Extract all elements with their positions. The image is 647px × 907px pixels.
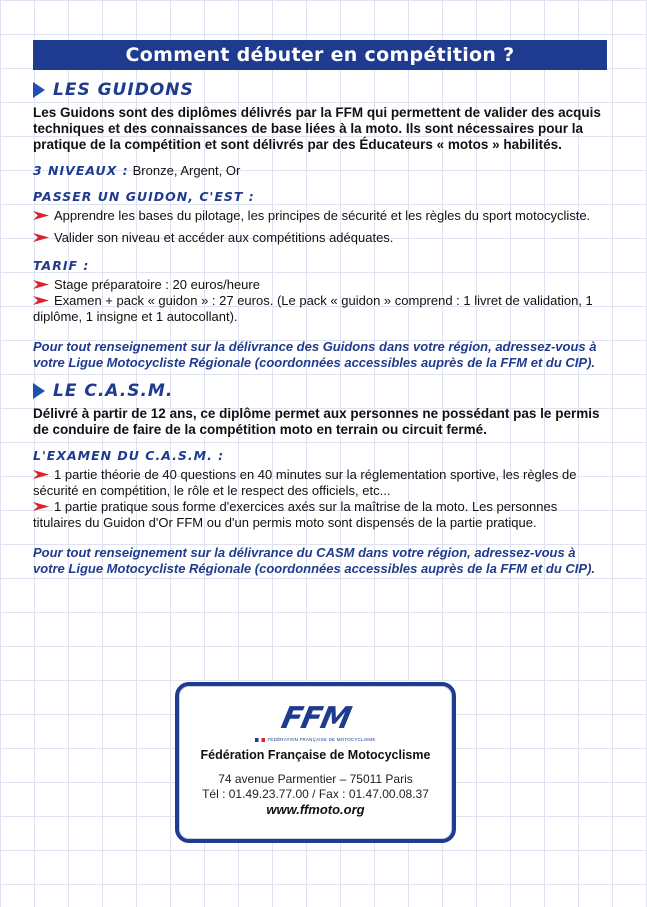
flag-icon (255, 738, 265, 742)
guidons-note: Pour tout renseignement sur la délivrance des Guidons dans votre région, adressez-vous à votre Ligue Motocycliste Régionale (coordonnées accessibles auprès de la FFM et du CIP). (33, 339, 597, 370)
website-link[interactable]: www.ffmoto.org (266, 802, 365, 817)
arrow-bullet-icon (33, 296, 49, 305)
arrow-bullet-icon (33, 502, 49, 511)
ffm-logo (179, 701, 452, 742)
passer-item-2: Valider son niveau et accéder aux compétitions adéquates. (54, 230, 394, 245)
contact-details (179, 772, 452, 817)
triangle-bullet-icon (33, 383, 45, 399)
phone-fax: Tél : 01.49.23.77.00 / Fax : 01.47.00.08.37 (202, 787, 429, 801)
niveaux-row (33, 163, 607, 179)
passer-item-1: Apprendre les bases du pilotage, les principes de sécurité et les règles du sport motocycliste. (54, 208, 591, 223)
tarif-item-2: Examen + pack « guidon » : 27 euros. (Le pack « guidon » comprend : 1 livret de validation, 1 diplôme, 1 insigne et 1 autocollant). (33, 293, 593, 324)
casm-intro: Délivré à partir de 12 ans, ce diplôme permet aux personnes ne possédant pas le permis de conduire de faire de la compétition moto en terrain ou circuit fermé. (33, 406, 600, 437)
ffm-logo-subtitle: FÉDÉRATION FRANÇAISE DE MOTOCYCLISME (179, 737, 452, 742)
guidons-intro: Les Guidons sont des diplômes délivrés par la FFM qui permettent de valider des acquis techniques et des connaissances de base liées à la moto. Ils sont nécessaires pour la pratique de la compétition et sont délivrés par des Éducateurs « motos » habilités. (33, 105, 601, 152)
arrow-bullet-icon (33, 211, 49, 220)
passer-guidon-title: PASSER UN GUIDON, C'EST : (33, 189, 255, 204)
section-guidons-title (33, 80, 607, 100)
section-guidons-title-text: LES GUIDONS (53, 80, 194, 100)
examen-item-2: 1 partie pratique sous forme d'exercices axés sur la maîtrise de la moto. Les personnes titulaires du Guidon d'Or FFM ou d'un permis moto sont dispensés de la partie pratique. (33, 499, 558, 530)
tarif-title: TARIF : (33, 258, 90, 273)
examen-title: L'EXAMEN DU C.A.S.M. : (33, 448, 225, 463)
list-item (33, 208, 607, 224)
casm-note: Pour tout renseignement sur la délivrance du CASM dans votre région, adressez-vous à votre Ligue Motocycliste Régionale (coordonnées accessibles auprès de la FFM et du CIP). (33, 545, 596, 576)
tarif-item-1: Stage préparatoire : 20 euros/heure (54, 277, 260, 292)
list-item (33, 467, 607, 499)
main-content (33, 80, 607, 587)
niveaux-label: 3 NIVEAUX : (33, 163, 129, 178)
list-item (33, 293, 607, 325)
list-item (33, 499, 607, 531)
triangle-bullet-icon (33, 82, 45, 98)
arrow-bullet-icon (33, 470, 49, 479)
examen-item-1: 1 partie théorie de 40 questions en 40 minutes sur la réglementation sportive, les règles de sécurité en compétition, le rôle et le respect des officiels, etc... (33, 467, 577, 498)
section-casm-title-text: LE C.A.S.M. (53, 381, 174, 401)
federation-name: Fédération Française de Motocyclisme (200, 748, 431, 762)
ffm-contact-card (175, 682, 456, 843)
arrow-bullet-icon (33, 280, 49, 289)
list-item (33, 230, 607, 246)
arrow-bullet-icon (33, 233, 49, 242)
list-item (33, 277, 607, 293)
ffm-logo-text: FFM (277, 701, 354, 736)
page-banner: Comment débuter en compétition ? (33, 40, 607, 70)
address: 74 avenue Parmentier – 75011 Paris (218, 772, 413, 786)
niveaux-value: Bronze, Argent, Or (132, 163, 241, 178)
section-casm-title (33, 381, 607, 401)
